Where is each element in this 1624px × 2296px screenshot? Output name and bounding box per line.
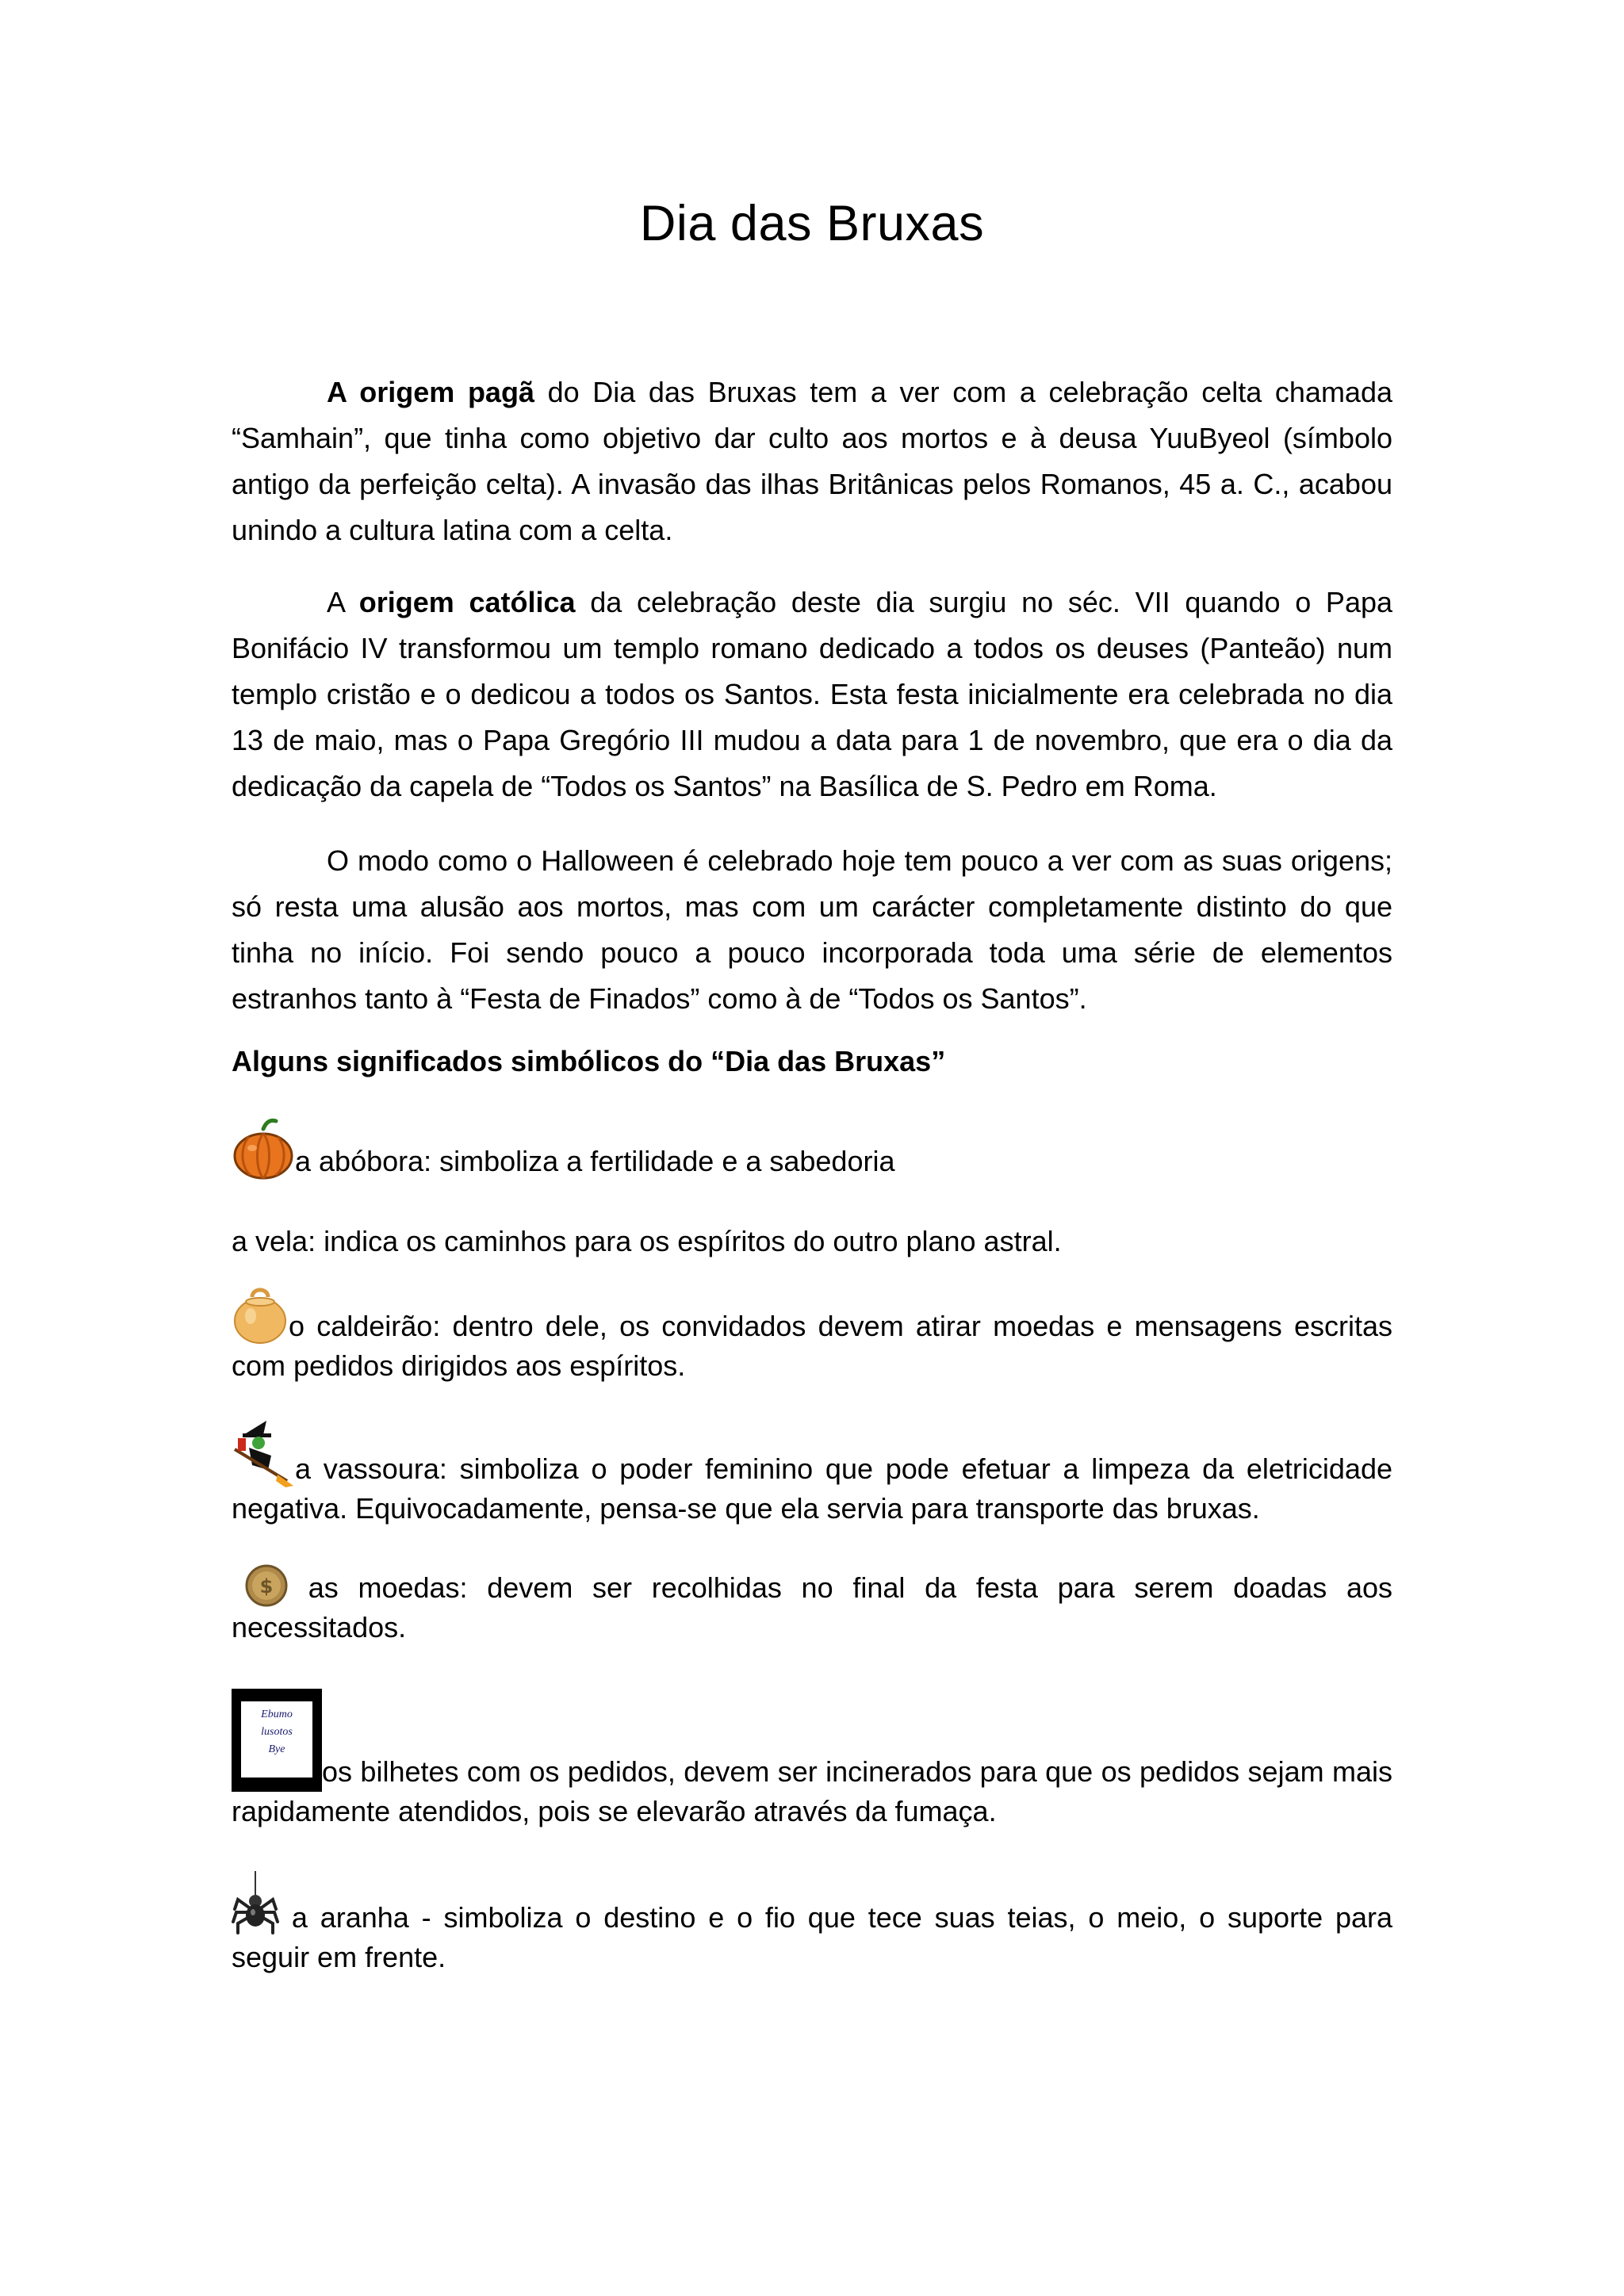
paragraph-origem-paga <box>232 369 1392 553</box>
spider-icon <box>232 1871 279 1938</box>
bold-phrase: A origem pagã <box>327 376 534 408</box>
note-line: Ebumo <box>261 1709 293 1720</box>
witch-broom-icon <box>232 1418 295 1489</box>
item-text: os bilhetes com os pedidos, devem ser incinerados para que os pedidos sejam mais rapidamente atendidos, pois se elevarão através da fumaça. <box>232 1755 1392 1827</box>
paragraph-prefix: A <box>327 586 359 618</box>
list-item-abobora <box>232 1118 1392 1181</box>
note-paper <box>241 1701 312 1777</box>
coin-icon <box>244 1563 289 1608</box>
item-text: a vela: indica os caminhos para os espíritos do outro plano astral. <box>232 1225 1062 1257</box>
paragraph-text: da celebração deste dia surgiu no séc. VII quando o Papa Bonifácio IV transformou um templo romano dedicado a todos os deuses (Panteão) num templo cristão e o dedicou a todos os Santos. Esta festa inicialmente era celebrada no dia 13 de maio, mas o Papa Gregório III mudou a data para 1 de novembro, que era o dia da dedicação da capela de “Todos os Santos” na Basílica de S. Pedro em Roma. <box>232 586 1393 802</box>
page-title: Dia das Bruxas <box>639 196 985 251</box>
list-item-vassoura <box>232 1418 1392 1529</box>
item-text: a aranha - simboliza o destino e o fio que tece suas teias, o meio, o suporte para seguir em frente. <box>232 1901 1392 1973</box>
bold-phrase: origem católica <box>358 586 576 618</box>
paragraph-origem-catolica <box>232 580 1392 809</box>
pumpkin-icon <box>232 1118 295 1181</box>
section-heading: Alguns significados simbólicos do “Dia das Bruxas” <box>232 1045 946 1077</box>
note-line: Bye <box>268 1743 285 1755</box>
list-item-aranha <box>232 1871 1392 1977</box>
list-item-moedas <box>232 1563 1392 1647</box>
list-item-vela <box>232 1219 1392 1264</box>
item-text: as moedas: devem ser recolhidas no final da festa para serem doadas aos necessitados. <box>232 1571 1392 1644</box>
list-item-bilhetes <box>232 1689 1392 1831</box>
item-text: a abóbora: simboliza a fertilidade e a sabedoria <box>295 1145 895 1177</box>
item-text: a vassoura: simboliza o poder feminino que pode efetuar a limpeza da eletricidade negativa. Equivocadamente, pensa-se que ela servia para transporte das bruxas. <box>232 1452 1392 1525</box>
paragraph-text: O modo como o Halloween é celebrado hoje tem pouco a ver com as suas origens; só resta uma alusão aos mortos, mas com um carácter completamente distinto do que tinha no início. Foi sendo pouco a pouco incorporada toda uma série de elementos estranhos tanto à “Festa de Finados” como à de “Todos os Santos”. <box>232 844 1392 1015</box>
item-text: o caldeirão: dentro dele, os convidados devem atirar moedas e mensagens escritas com pedidos dirigidos aos espíritos. <box>232 1310 1392 1382</box>
note-line: lusotos <box>261 1726 293 1738</box>
cauldron-icon <box>232 1284 289 1346</box>
paragraph-halloween <box>232 838 1392 1022</box>
svg-text:$: $ <box>259 1575 274 1598</box>
paragraph-text: do Dia das Bruxas tem a ver com a celebração celta chamada “Samhain”, que tinha como objetivo dar culto aos mortos e à deusa YuuByeol (símbolo antigo da perfeição celta). A invasão das ilhas Britânicas pelos Romanos, 45 a. C., acabou unindo a cultura latina com a celta. <box>232 376 1392 546</box>
note-icon <box>232 1689 322 1792</box>
list-item-caldeirao <box>232 1284 1392 1386</box>
